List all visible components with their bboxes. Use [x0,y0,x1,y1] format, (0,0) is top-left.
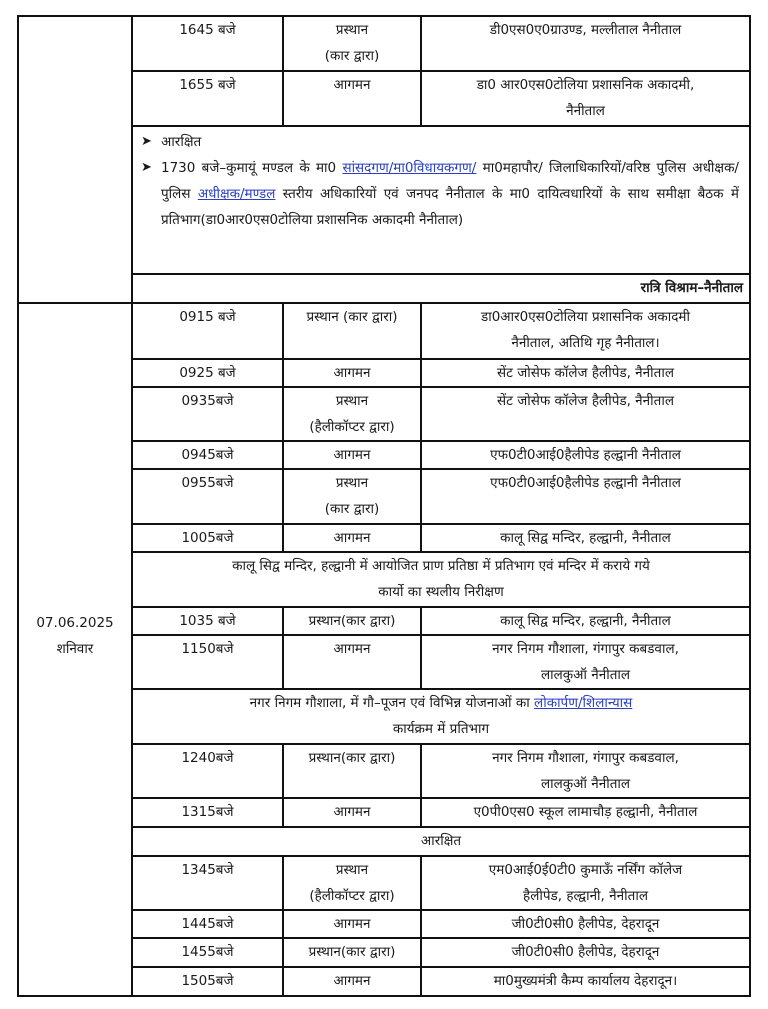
bullet-text: स्तरीय अधिकारियों एवं जनपद नैनीताल के मा0 दायित्वधारियों के साथ समीक्षा बैठक में प्रतिभाग(डा0आर0एस0टोलिया प्रशासनिक अकादमी नैनीताल) [161,186,739,228]
action-text: प्रस्थान [335,862,369,878]
time-cell [132,635,283,689]
place-text: ए0पी0एस0 स्कूल लामाचौड़ हल्द्वानी, नैनीताल [473,804,698,820]
arrow-bullet-icon: ➤ [141,160,152,175]
time-text: 1505बजे [181,973,234,989]
bullet-text: आरक्षित [161,134,202,150]
place-cell [421,856,750,910]
time-text: 0915 बजे [179,309,236,325]
place-text: डी0एस0ए0ग्राउण्ड, मल्लीताल नैनीताल [489,22,682,38]
action-cell [283,798,421,827]
time-text: 1645 बजे [179,22,236,38]
time-cell [132,967,283,996]
time-cell [132,441,283,469]
note-text: नगर निगम गौशाला, में गौ–पूजन एवं विभिन्न योजनाओं का [249,695,535,711]
action-mode-text: (हैलीकॉप्टर द्वारा) [309,419,395,435]
place-text: सेंट जोसेफ कॉलेज हैलीपेड, नैनीताल [496,393,674,409]
weekday-text: शनिवार [56,640,94,657]
action-cell [283,856,421,910]
place-text: एम0आई0ई0टी0 कुमाऊँ नर्सिंग कॉलेज [488,862,683,878]
action-cell [283,469,421,524]
place-text: नगर निगम गौशाला, गंगापुर कबडवाल, [492,750,679,766]
place-text: एफ0टी0आई0हैलीपेड हल्द्वानी नैनीताल [490,475,681,491]
time-cell [132,387,283,441]
time-cell [132,303,283,359]
bullet-text: मा0महापौर/ जिलाधिकारियों/वरिष्ठ पुलिस अधीक्षक/पुलिस [161,160,739,202]
night-stay-text: रात्रि विश्राम–नैनीताल [640,280,743,296]
action-mode-text: (कार द्वारा) [324,501,380,517]
date-cell [18,303,132,996]
time-cell [132,524,283,552]
schedule-row [18,16,750,71]
action-text: आगमन [333,447,371,463]
action-cell [283,441,421,469]
time-text: 1455बजे [181,944,234,960]
time-text: 1445बजे [181,916,234,932]
time-cell [132,607,283,635]
bullet-text: 1730 बजे–कुमायूं मण्डल के मा0 [161,160,343,176]
note-text-line2: कार्यक्रम में प्रतिभाग [392,721,490,737]
action-text: प्रस्थान(कार द्वारा) [308,613,396,629]
place-cell [421,71,750,126]
action-text: प्रस्थान [335,22,369,38]
place-cell [421,938,750,967]
place-text-line2: लालकुऑ नैनीताल [540,667,631,683]
bullet-item [141,129,739,155]
date-text: 07.06.2025 [36,614,114,631]
night-stay-cell [132,274,750,303]
action-text: आगमन [333,365,371,381]
action-cell [283,71,421,126]
time-text: 1655 बजे [179,77,236,93]
action-cell [283,303,421,359]
action-cell [283,387,421,441]
bullet-item [141,155,739,233]
action-text: आगमन [333,77,371,93]
date-cell-empty [18,16,132,303]
time-text: 0955बजे [181,475,234,491]
time-text: 0925 बजे [179,365,236,381]
arrow-bullet-icon: ➤ [141,134,152,149]
action-cell [283,359,421,387]
place-cell [421,387,750,441]
place-text: एफ0टी0आई0हैलीपेड हल्द्वानी नैनीताल [490,447,681,463]
action-cell [283,524,421,552]
place-text: नगर निगम गौशाला, गंगापुर कबडवाल, [492,641,679,657]
action-text: प्रस्थान(कार द्वारा) [308,944,396,960]
place-cell [421,798,750,827]
link-mps-mlas[interactable]: सांसदगण/मा0विधायकगण/ [342,160,477,176]
action-text: प्रस्थान (कार द्वारा) [306,309,398,325]
action-cell [283,938,421,967]
action-mode-text: (कार द्वारा) [324,48,380,64]
action-text: प्रस्थान [335,475,369,491]
reserved-cell [132,827,750,856]
time-text: 1035 बजे [179,613,236,629]
place-cell [421,744,750,798]
place-cell [421,910,750,938]
place-text: सेंट जोसेफ कॉलेज हैलीपेड, नैनीताल [496,365,674,381]
place-text: जी0टी0सी0 हैलीपेड, देहरादून [511,944,660,960]
action-text: प्रस्थान [335,393,369,409]
time-cell [132,359,283,387]
time-text: 1150बजे [181,641,234,657]
event-note-cell [132,689,750,744]
action-text: आगमन [333,804,371,820]
schedule-row [18,303,750,359]
time-text: 1315बजे [181,804,234,820]
place-cell [421,967,750,996]
link-superintendent-division[interactable]: अधीक्षक/मण्डल [197,186,276,202]
action-text: आगमन [333,916,371,932]
time-text: 1005बजे [181,530,234,546]
notes-cell [132,126,750,274]
place-text: जी0टी0सी0 हैलीपेड, देहरादून [511,916,660,932]
time-text: 1345बजे [181,862,234,878]
link-inauguration-foundation[interactable]: लोकार्पण/शिलान्यास [534,695,633,711]
place-cell [421,16,750,71]
time-text: 0935बजे [181,393,234,409]
note-text-line2: कार्यो का स्थलीय निरीक्षण [378,584,504,600]
time-text: 0945बजे [181,447,234,463]
place-cell [421,359,750,387]
action-cell [283,635,421,689]
place-cell [421,635,750,689]
time-cell [132,938,283,967]
action-cell [283,16,421,71]
place-text: डा0 आर0एस0टोलिया प्रशासनिक अकादमी, [476,77,695,93]
place-text: मा0मुख्यमंत्री कैम्प कार्यालय देहरादून। [493,973,678,989]
time-cell [132,71,283,126]
time-text: 1240बजे [181,750,234,766]
place-text-line2: हैलीपेड, हल्द्वानी, नैनीताल [523,888,648,904]
action-cell [283,967,421,996]
action-text: आगमन [333,973,371,989]
place-cell [421,469,750,524]
time-cell [132,910,283,938]
place-cell [421,524,750,552]
place-cell [421,441,750,469]
time-cell [132,744,283,798]
time-cell [132,798,283,827]
action-text: आगमन [333,641,371,657]
time-cell [132,16,283,71]
note-text: कालू सिद्व मन्दिर, हल्द्वानी में आयोजित प्राण प्रतिष्ठा में प्रतिभाग एवं मन्दिर में कराये गये [232,558,650,574]
place-text-line2: नैनीताल [566,103,605,119]
action-text: प्रस्थान(कार द्वारा) [308,750,396,766]
action-cell [283,744,421,798]
place-text: डा0आर0एस0टोलिया प्रशासनिक अकादमी [480,309,690,325]
schedule-table [17,15,751,997]
event-note-cell [132,552,750,607]
place-cell [421,607,750,635]
place-text: कालू सिद्व मन्दिर, हल्द्वानी, नैनीताल [500,613,671,629]
place-text-line2: नैनीताल, अतिथि गृह नैनीताल। [511,335,660,351]
action-cell [283,910,421,938]
action-cell [283,607,421,635]
time-cell [132,469,283,524]
place-text: कालू सिद्व मन्दिर, हल्द्वानी, नैनीताल [500,530,671,546]
action-mode-text: (हैलीकॉप्टर द्वारा) [309,888,395,904]
place-text-line2: लालकुऑ नैनीताल [540,776,631,792]
time-cell [132,856,283,910]
reserved-text: आरक्षित [420,833,462,849]
action-text: आगमन [333,530,371,546]
place-cell [421,303,750,359]
